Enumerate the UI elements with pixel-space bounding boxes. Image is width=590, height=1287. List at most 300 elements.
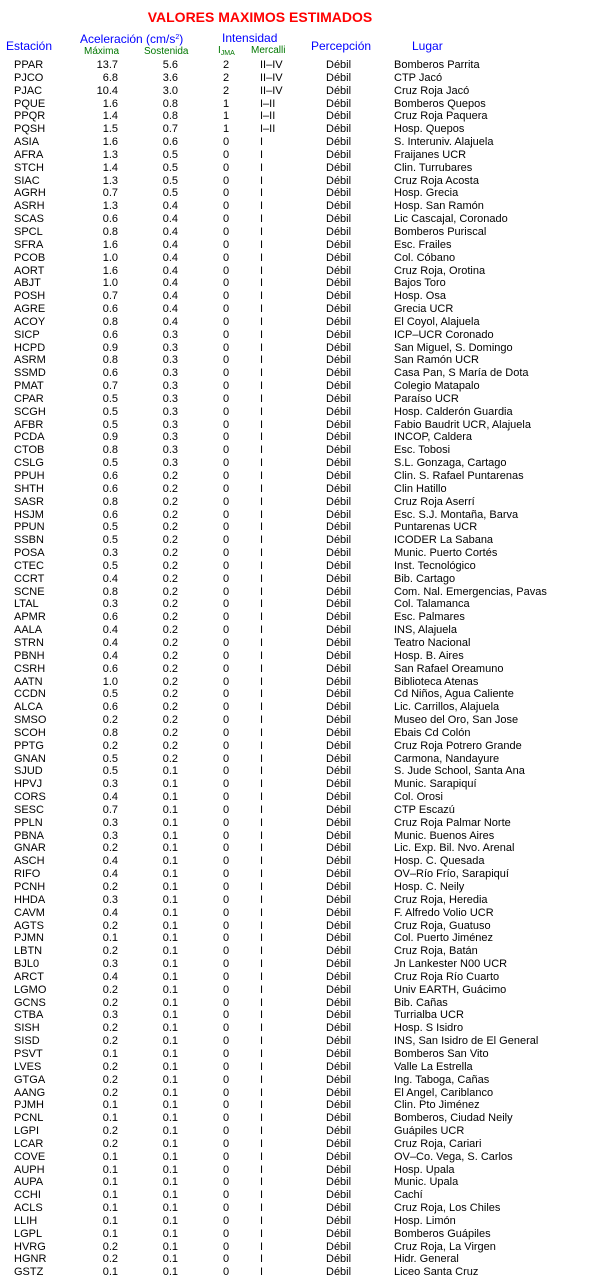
jma-intensity: 0: [222, 958, 230, 971]
jma-intensity: 0: [222, 945, 230, 958]
mercalli-intensity: I: [260, 315, 264, 328]
table-row: [0, 586, 590, 599]
location: OV–Río Frío, Sarapiquí: [394, 868, 509, 881]
perception: Débil: [326, 1150, 352, 1163]
sustained-accel: 0.4: [162, 315, 178, 328]
perception: Débil: [326, 598, 352, 611]
jma-intensity: 0: [222, 392, 230, 405]
perception: Débil: [326, 958, 352, 971]
max-accel: 0.5: [102, 559, 118, 572]
table-row: [0, 123, 590, 136]
table-row: [0, 560, 590, 573]
mercalli-intensity: I: [260, 983, 264, 996]
jma-intensity: 0: [222, 611, 230, 624]
perception: Débil: [326, 123, 352, 136]
jma-intensity: 1: [222, 97, 230, 110]
jma-intensity: 0: [222, 470, 230, 482]
station-code: PCNH: [14, 881, 46, 893]
location: El Angel, Cariblanco: [394, 1086, 494, 1099]
station-code: ALCA: [14, 701, 43, 714]
max-accel: 0.3: [102, 547, 118, 560]
location: Paraíso UCR: [394, 392, 459, 405]
station-code: RIFO: [14, 868, 41, 881]
max-accel: 0.6: [102, 611, 118, 624]
max-accel: 0.1: [102, 1214, 118, 1227]
sustained-accel: 0.3: [162, 328, 178, 341]
mercalli-intensity: I: [260, 881, 264, 893]
table-row: [0, 380, 590, 393]
perception: Débil: [326, 508, 352, 521]
location: Cruz Roja, Orotina: [394, 264, 486, 277]
sustained-accel: 0.3: [162, 431, 178, 444]
sustained-accel: 0.2: [162, 624, 178, 637]
perception: Débil: [326, 405, 352, 418]
jma-intensity: 0: [222, 1227, 230, 1240]
subheader-maxima: Máxima: [84, 46, 120, 57]
perception: Débil: [326, 521, 352, 534]
station-code: BJL0: [14, 958, 40, 971]
station-code: GCNS: [14, 996, 46, 1009]
max-accel: 0.6: [102, 470, 118, 482]
location: El Coyol, Alajuela: [394, 315, 480, 328]
station-code: HCPD: [14, 341, 46, 354]
perception: Débil: [326, 1047, 352, 1060]
perception: Débil: [326, 1253, 352, 1266]
sustained-accel: 0.8: [162, 110, 178, 123]
perception: Débil: [326, 855, 352, 868]
table-row: [0, 611, 590, 624]
perception: Débil: [326, 444, 352, 457]
table-row: [0, 534, 590, 547]
sustained-accel: 0.1: [162, 1125, 178, 1138]
max-accel: 0.3: [102, 829, 118, 842]
jma-intensity: 0: [222, 161, 230, 174]
location: CTP Jacó: [394, 71, 443, 84]
mercalli-intensity: I: [260, 1163, 264, 1176]
sustained-accel: 0.2: [162, 559, 178, 572]
sustained-accel: 0.1: [162, 1202, 178, 1215]
max-accel: 13.7: [96, 59, 118, 71]
mercalli-intensity: I: [260, 392, 264, 405]
table-row: [0, 509, 590, 522]
sustained-accel: 0.3: [162, 392, 178, 405]
station-code: PPUH: [14, 470, 45, 482]
jma-intensity: 0: [222, 855, 230, 868]
max-accel: 0.5: [102, 534, 118, 547]
jma-intensity: 0: [222, 1266, 230, 1279]
location: Bomberos Parrita: [394, 59, 480, 71]
table-row: [0, 945, 590, 958]
max-accel: 0.2: [102, 1060, 118, 1073]
max-accel: 0.2: [102, 945, 118, 958]
location: F. Alfredo Volio UCR: [394, 906, 494, 919]
perception: Débil: [326, 559, 352, 572]
sustained-accel: 0.5: [162, 161, 178, 174]
mercalli-intensity: I: [260, 714, 264, 727]
sustained-accel: 0.1: [162, 881, 178, 893]
perception: Débil: [326, 136, 352, 149]
perception: Débil: [326, 919, 352, 932]
location: Hosp. C. Neily: [394, 881, 465, 893]
table-row: [0, 1048, 590, 1061]
jma-intensity: 0: [222, 714, 230, 727]
table-row: [0, 624, 590, 637]
jma-intensity: 0: [222, 585, 230, 598]
table-row: [0, 72, 590, 85]
table-row: [0, 303, 590, 316]
table-row: [0, 1112, 590, 1125]
location: Ing. Taboga, Cañas: [394, 1073, 490, 1086]
sustained-accel: 0.1: [162, 1009, 178, 1022]
max-accel: 0.2: [102, 1086, 118, 1099]
station-code: GNAN: [14, 752, 46, 765]
station-code: LBTN: [14, 945, 43, 958]
mercalli-intensity: I: [260, 1266, 264, 1279]
station-code: PPQR: [14, 110, 46, 123]
subheader-ijma: [218, 45, 235, 56]
table-row: [0, 252, 590, 265]
jma-intensity: 0: [222, 752, 230, 765]
table-row: [0, 765, 590, 778]
station-code: SCGH: [14, 405, 46, 418]
station-code: PMAT: [14, 380, 44, 393]
max-accel: 0.6: [102, 328, 118, 341]
sustained-accel: 0.1: [162, 1022, 178, 1035]
station-code: SSMD: [14, 367, 46, 380]
mercalli-intensity: I: [260, 1227, 264, 1240]
perception: Débil: [326, 945, 352, 958]
table-row: [0, 1215, 590, 1228]
table-row: [0, 547, 590, 560]
max-accel: 0.5: [102, 405, 118, 418]
perception: Débil: [326, 624, 352, 637]
mercalli-intensity: I: [260, 213, 264, 226]
sustained-accel: 0.1: [162, 1163, 178, 1176]
max-accel: 1.0: [102, 277, 118, 290]
mercalli-intensity: I: [260, 225, 264, 238]
mercalli-intensity: I: [260, 816, 264, 829]
station-code: SSBN: [14, 534, 44, 547]
sustained-accel: 0.3: [162, 444, 178, 457]
sustained-accel: 0.7: [162, 123, 178, 136]
table-row: [0, 868, 590, 881]
perception: Débil: [326, 983, 352, 996]
perception: Débil: [326, 457, 352, 470]
station-code: SASR: [14, 495, 44, 508]
location: Cachí: [394, 1189, 423, 1202]
table-row: [0, 637, 590, 650]
sustained-accel: 0.1: [162, 970, 178, 983]
sustained-accel: 0.1: [162, 778, 178, 791]
perception: Débil: [326, 482, 352, 495]
station-code: CTOB: [14, 444, 45, 457]
mercalli-intensity: I: [260, 1253, 264, 1266]
perception: Débil: [326, 906, 352, 919]
table-row: [0, 1241, 590, 1254]
table-row: [0, 701, 590, 714]
station-code: SFRA: [14, 238, 44, 251]
header-aceleracion-close: ): [179, 32, 184, 46]
station-code: SPCL: [14, 225, 43, 238]
table-row: [0, 316, 590, 329]
station-code: PPTG: [14, 739, 44, 752]
sustained-accel: 0.1: [162, 791, 178, 804]
station-code: ASRM: [14, 354, 46, 367]
location: S.L. Gonzaga, Cartago: [394, 457, 507, 470]
table-row: [0, 1138, 590, 1151]
station-code: LGPL: [14, 1227, 43, 1240]
jma-intensity: 0: [222, 187, 230, 200]
mercalli-intensity: I: [260, 778, 264, 791]
jma-intensity: 0: [222, 983, 230, 996]
table-row: [0, 406, 590, 419]
jma-intensity: 0: [222, 457, 230, 470]
mercalli-intensity: I: [260, 893, 264, 906]
location: Bib. Cañas: [394, 996, 448, 1009]
perception: Débil: [326, 431, 352, 444]
sustained-accel: 0.3: [162, 418, 178, 431]
mercalli-intensity: I: [260, 765, 264, 778]
table-row: [0, 290, 590, 303]
location: Bajos Toro: [394, 277, 446, 290]
location: Univ EARTH, Guácimo: [394, 983, 507, 996]
sustained-accel: 0.2: [162, 572, 178, 585]
location: Cruz Roja Paquera: [394, 110, 488, 123]
mercalli-intensity: I: [260, 675, 264, 688]
station-code: SESC: [14, 803, 44, 816]
table-row: [0, 1176, 590, 1189]
table-row: [0, 85, 590, 98]
perception: Débil: [326, 328, 352, 341]
sustained-accel: 0.1: [162, 1253, 178, 1266]
sustained-accel: 0.1: [162, 1086, 178, 1099]
max-accel: 0.1: [102, 1099, 118, 1112]
jma-intensity: 0: [222, 726, 230, 739]
location: Teatro Nacional: [394, 636, 471, 649]
jma-intensity: 0: [222, 996, 230, 1009]
sustained-accel: 0.3: [162, 341, 178, 354]
mercalli-intensity: I: [260, 932, 264, 945]
location: Esc. Tobosi: [394, 444, 451, 457]
max-accel: 1.5: [102, 123, 118, 136]
sustained-accel: 0.4: [162, 200, 178, 213]
location: Bib. Cartago: [394, 572, 456, 585]
station-code: POSA: [14, 547, 45, 560]
location: Cruz Roja, Batán: [394, 945, 478, 958]
max-accel: 10.4: [96, 84, 118, 97]
jma-intensity: 0: [222, 225, 230, 238]
jma-intensity: 0: [222, 367, 230, 380]
jma-intensity: 0: [222, 559, 230, 572]
jma-intensity: 0: [222, 495, 230, 508]
station-code: PJAC: [14, 84, 43, 97]
mercalli-intensity: I: [260, 405, 264, 418]
location: Munic. Upala: [394, 1176, 459, 1189]
max-accel: 0.5: [102, 765, 118, 778]
perception: Débil: [326, 354, 352, 367]
station-code: PPLN: [14, 816, 43, 829]
sustained-accel: 0.4: [162, 264, 178, 277]
perception: Débil: [326, 1137, 352, 1150]
station-code: STCH: [14, 161, 44, 174]
station-code: CCDN: [14, 688, 46, 701]
perception: Débil: [326, 1189, 352, 1202]
jma-intensity: 0: [222, 1189, 230, 1202]
table-row: [0, 958, 590, 971]
table-row: [0, 393, 590, 406]
station-code: CCHI: [14, 1189, 41, 1202]
sustained-accel: 0.2: [162, 508, 178, 521]
max-accel: 0.2: [102, 739, 118, 752]
station-code: COVE: [14, 1150, 46, 1163]
sustained-accel: 0.1: [162, 842, 178, 855]
mercalli-intensity: I: [260, 1099, 264, 1112]
table-row: [0, 483, 590, 496]
sustained-accel: 0.1: [162, 1266, 178, 1279]
table-row: [0, 984, 590, 997]
station-code: HSJM: [14, 508, 44, 521]
location: Cruz Roja, Guatuso: [394, 919, 491, 932]
station-code: ASCH: [14, 855, 45, 868]
location: Turrialba UCR: [394, 1009, 464, 1022]
station-code: LGPI: [14, 1125, 40, 1138]
location: Fraijanes UCR: [394, 148, 467, 161]
jma-intensity: 0: [222, 1125, 230, 1138]
jma-intensity: 0: [222, 482, 230, 495]
location: San Rafael Oreamuno: [394, 662, 504, 675]
table-row: [0, 855, 590, 868]
jma-intensity: 1: [222, 123, 230, 136]
sustained-accel: 0.1: [162, 1227, 178, 1240]
perception: Débil: [326, 1202, 352, 1215]
sustained-accel: 0.4: [162, 290, 178, 303]
mercalli-intensity: I: [260, 649, 264, 662]
location: Cruz Roja, Cariari: [394, 1137, 482, 1150]
table-row: [0, 894, 590, 907]
sustained-accel: 0.1: [162, 1060, 178, 1073]
table-row: [0, 753, 590, 766]
station-code: ACLS: [14, 1202, 43, 1215]
jma-intensity: 0: [222, 572, 230, 585]
max-accel: 0.8: [102, 354, 118, 367]
max-accel: 0.4: [102, 791, 118, 804]
table-row: [0, 1022, 590, 1035]
station-code: LLIH: [14, 1214, 38, 1227]
location: INS, Alajuela: [394, 624, 457, 637]
jma-intensity: 0: [222, 803, 230, 816]
perception: Débil: [326, 341, 352, 354]
station-code: AGRE: [14, 303, 46, 316]
table-row: [0, 367, 590, 380]
stations-table: [0, 59, 590, 1279]
sustained-accel: 0.1: [162, 1150, 178, 1163]
jma-intensity: 0: [222, 970, 230, 983]
station-code: PPAR: [14, 59, 44, 71]
table-row: [0, 1087, 590, 1100]
location: Jn Lankester N00 UCR: [394, 958, 508, 971]
location: Casa Pan, S María de Dota: [394, 367, 529, 380]
station-code: SISH: [14, 1022, 40, 1035]
perception: Débil: [326, 611, 352, 624]
table-row: [0, 740, 590, 753]
perception: Débil: [326, 726, 352, 739]
max-accel: 0.2: [102, 881, 118, 893]
jma-intensity: 0: [222, 521, 230, 534]
location: Col. Puerto Jiménez: [394, 932, 494, 945]
location: Puntarenas UCR: [394, 521, 478, 534]
sustained-accel: 0.2: [162, 521, 178, 534]
sustained-accel: 0.1: [162, 919, 178, 932]
perception: Débil: [326, 791, 352, 804]
max-accel: 0.1: [102, 1227, 118, 1240]
station-code: GSTZ: [14, 1266, 44, 1279]
station-code: AORT: [14, 264, 45, 277]
mercalli-intensity: I: [260, 958, 264, 971]
max-accel: 1.4: [102, 161, 118, 174]
location: Munic. Puerto Cortés: [394, 547, 498, 560]
jma-intensity: 0: [222, 816, 230, 829]
perception: Débil: [326, 200, 352, 213]
perception: Débil: [326, 1060, 352, 1073]
station-code: CSRH: [14, 662, 46, 675]
sustained-accel: 0.4: [162, 213, 178, 226]
max-accel: 0.3: [102, 1009, 118, 1022]
sustained-accel: 0.1: [162, 1240, 178, 1253]
table-row: [0, 932, 590, 945]
max-accel: 0.7: [102, 187, 118, 200]
perception: Débil: [326, 996, 352, 1009]
sustained-accel: 0.1: [162, 1214, 178, 1227]
max-accel: 1.6: [102, 136, 118, 149]
sustained-accel: 0.3: [162, 367, 178, 380]
max-accel: 1.3: [102, 148, 118, 161]
jma-intensity: 0: [222, 829, 230, 842]
mercalli-intensity: I: [260, 855, 264, 868]
location: Fabio Baudrit UCR, Alajuela: [394, 418, 531, 431]
max-accel: 0.6: [102, 482, 118, 495]
station-code: LTAL: [14, 598, 39, 611]
station-code: PJCO: [14, 71, 44, 84]
jma-intensity: 0: [222, 264, 230, 277]
location: Munic. Sarapiquí: [394, 778, 477, 791]
location: Cruz Roja, Heredia: [394, 893, 488, 906]
location: CTP Escazú: [394, 803, 455, 816]
table-row: [0, 98, 590, 111]
station-code: HPVJ: [14, 778, 43, 791]
table-row: [0, 149, 590, 162]
perception: Débil: [326, 1125, 352, 1138]
location: Liceo Santa Cruz: [394, 1266, 479, 1279]
sustained-accel: 0.1: [162, 1099, 178, 1112]
max-accel: 0.9: [102, 431, 118, 444]
max-accel: 1.0: [102, 675, 118, 688]
perception: Débil: [326, 572, 352, 585]
max-accel: 0.1: [102, 1266, 118, 1279]
mercalli-intensity: I: [260, 662, 264, 675]
max-accel: 0.4: [102, 636, 118, 649]
mercalli-intensity: I: [260, 1125, 264, 1138]
mercalli-intensity: I: [260, 996, 264, 1009]
station-code: PQSH: [14, 123, 46, 136]
perception: Débil: [326, 290, 352, 303]
sustained-accel: 0.2: [162, 662, 178, 675]
perception: Débil: [326, 1240, 352, 1253]
sustained-accel: 0.2: [162, 495, 178, 508]
station-code: SHTH: [14, 482, 44, 495]
max-accel: 0.4: [102, 970, 118, 983]
jma-intensity: 0: [222, 1163, 230, 1176]
station-code: PCNL: [14, 1112, 44, 1125]
